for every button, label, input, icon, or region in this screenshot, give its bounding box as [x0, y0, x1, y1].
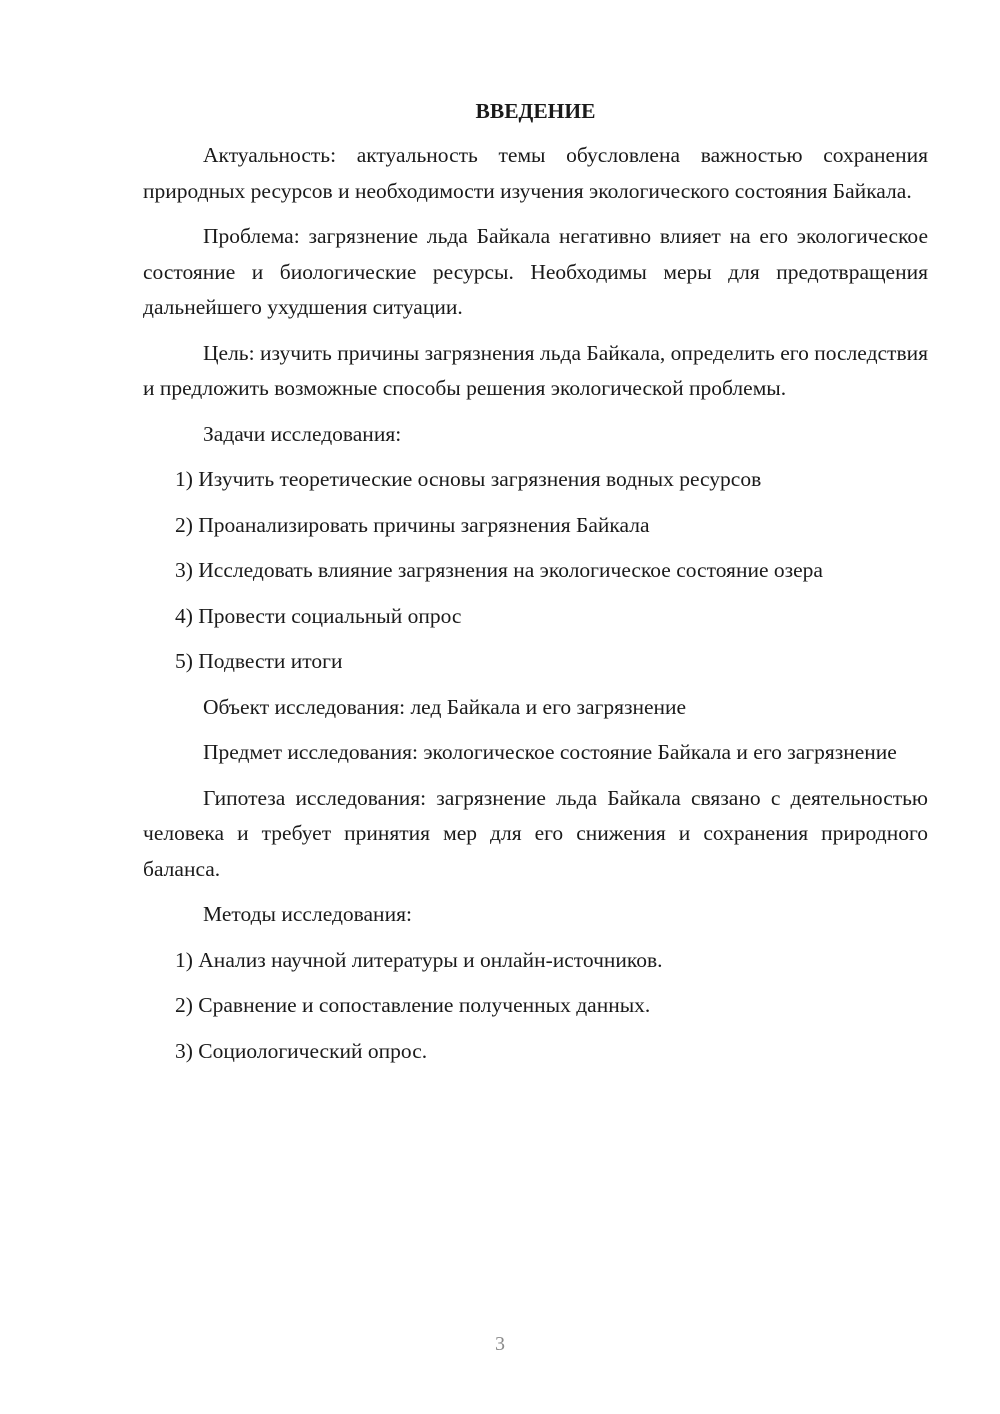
problem-paragraph: Проблема: загрязнение льда Байкала негативно влияет на его экологическое состояние и биологические ресурсы. Необходимы меры для предотвращения дальнейшего ухудшения ситуации. — [143, 224, 928, 319]
list-item: 3) Исследовать влияние загрязнения на экологическое состояние озера — [175, 558, 823, 582]
tasks-heading: Задачи исследования: — [203, 421, 402, 446]
document-page — [143, 94, 928, 1079]
page-number: 3 — [495, 1333, 505, 1355]
list-item: 1) Изучить теоретические основы загрязнения водных ресурсов — [175, 467, 762, 491]
list-item: 3) Социологический опрос. — [175, 1038, 428, 1063]
hypothesis-paragraph: Гипотеза исследования: загрязнение льда Байкала связано с деятельностью человека и требует принятия мер для его снижения и сохранения природного баланса. — [143, 785, 928, 881]
list-item: 5) Подвести итоги — [175, 649, 343, 673]
relevance-paragraph: Актуальность: актуальность темы обусловлена важностью сохранения природных ресурсов и необходимости изучения экологического состояния Байкала. — [143, 143, 928, 203]
list-item: 1) Анализ научной литературы и онлайн-источников. — [175, 947, 663, 972]
methods-list — [143, 943, 928, 1070]
subject-paragraph: Предмет исследования: экологическое состояние Байкала и его загрязнение — [203, 740, 897, 764]
list-item: 4) Провести социальный опрос — [175, 603, 462, 628]
tasks-list — [143, 462, 928, 680]
list-item: 2) Проанализировать причины загрязнения Байкала — [175, 512, 650, 537]
methods-heading: Методы исследования: — [203, 902, 412, 926]
object-paragraph: Объект исследования: лед Байкала и его загрязнение — [203, 694, 687, 719]
section-title: ВВЕДЕНИЕ — [475, 99, 596, 123]
list-item: 2) Сравнение и сопоставление полученных данных. — [175, 993, 651, 1017]
goal-paragraph: Цель: изучить причины загрязнения льда Байкала, определить его последствия и предложить возможные способы решения экологической проблемы. — [143, 340, 928, 400]
